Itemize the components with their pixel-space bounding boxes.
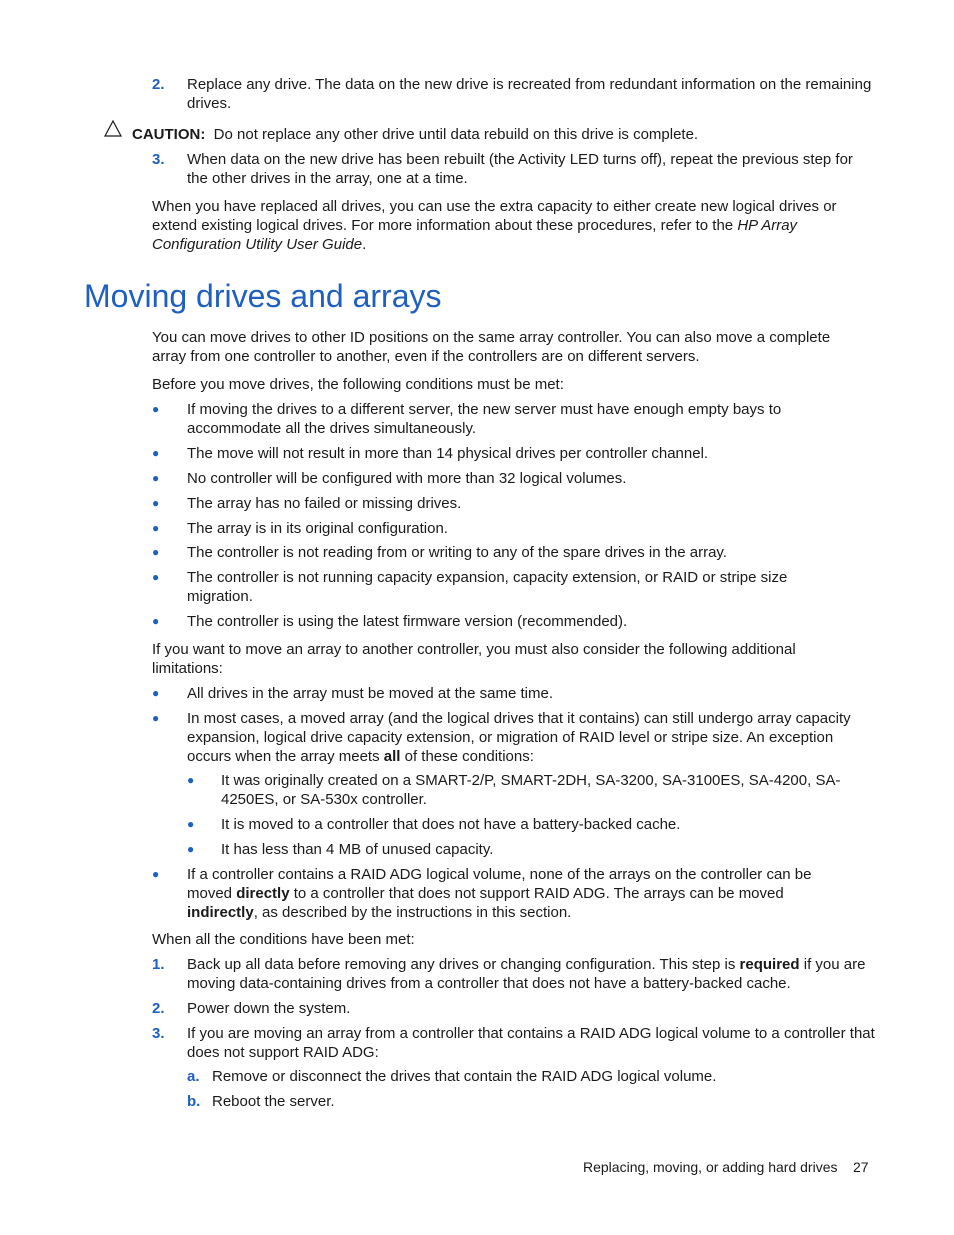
step-emphasis: required (739, 956, 800, 973)
substep-letter: b. (187, 1093, 201, 1110)
condition-item: If moving the drives to a different server, the new server must have enough empty bays to accommodate all the drives simultaneously. (187, 401, 782, 437)
step-number: 2. (152, 1000, 165, 1017)
condition-item: The array is in its original configuration. (187, 520, 448, 537)
limit-emphasis: indirectly (187, 904, 254, 921)
sub-bullet-icon: ● (187, 842, 195, 856)
limit-text-end: of these conditions: (404, 748, 534, 765)
intro-paragraph: You can move drives to other ID positions on the same array controller. You can also move a complete array from one controller to another, even if the controllers are on different servers. (152, 329, 831, 365)
limit-emphasis: directly (236, 885, 290, 902)
sub-condition-item: It was originally created on a SMART-2/P, SMART-2DH, SA-3200, SA-3100ES, SA-4200, SA-4250ES, or SA-530x controller. (221, 772, 841, 808)
substep-letter: a. (187, 1068, 200, 1085)
condition-item: The array has no failed or missing drives. (187, 495, 462, 512)
bullet-icon: ● (152, 471, 160, 485)
guide-title: HP Array Configuration Utility User Guide (152, 217, 798, 253)
step-number: 2. (152, 76, 165, 93)
limit-text-end: , as described by the instructions in this section. (253, 904, 572, 921)
section-heading: Moving drives and arrays (84, 278, 442, 314)
sub-condition-item: It is moved to a controller that does not have a battery-backed cache. (221, 816, 681, 833)
caution-label: CAUTION: (132, 126, 206, 143)
bullet-icon: ● (152, 446, 160, 460)
bullet-icon: ● (152, 496, 160, 510)
page-number: 27 (853, 1159, 869, 1175)
substep-text: Reboot the server. (212, 1093, 335, 1110)
bullet-icon: ● (152, 867, 160, 881)
bullet-icon: ● (152, 402, 160, 416)
caution-triangle-icon (104, 120, 122, 138)
limit-item: All drives in the array must be moved at the same time. (187, 685, 553, 702)
bullet-icon: ● (152, 570, 160, 584)
bullet-icon: ● (152, 711, 160, 725)
conditions-lead: Before you move drives, the following conditions must be met: (152, 376, 564, 393)
step-text-part: if you are moving data-containing drives from a controller that does not have a battery-backed cache. (187, 956, 866, 992)
bullet-icon: ● (152, 686, 160, 700)
steps-lead: When all the conditions have been met: (152, 931, 415, 948)
footer-title: Replacing, moving, or adding hard drives (583, 1159, 838, 1175)
limit-text: If a controller contains a RAID ADG logical volume, none of the arrays on the controller can be moved (187, 866, 812, 902)
step-number: 1. (152, 956, 165, 973)
bullet-icon: ● (152, 614, 160, 628)
step-text: If you are moving an array from a controller that contains a RAID ADG logical volume to a controller that does not support RAID ADG: (187, 1025, 875, 1061)
limit-item (187, 865, 847, 922)
step-text (187, 955, 877, 993)
step-number: 3. (152, 151, 165, 168)
caution-note (132, 125, 852, 144)
condition-item: The controller is not reading from or writing to any of the spare drives in the array. (187, 544, 727, 561)
limit-text: to a controller that does not support RAID ADG. The arrays can be moved (293, 885, 784, 902)
condition-item: The move will not result in more than 14 physical drives per controller channel. (187, 445, 709, 462)
bullet-icon: ● (152, 545, 160, 559)
step-text-part: Back up all data before removing any drives or changing configuration. This step is (187, 956, 736, 973)
condition-item: The controller is not running capacity expansion, capacity extension, or RAID or stripe size migration. (187, 569, 788, 605)
step-number: 3. (152, 1025, 165, 1042)
sub-bullet-icon: ● (187, 817, 195, 831)
substep-text: Remove or disconnect the drives that contain the RAID ADG logical volume. (212, 1068, 717, 1085)
limits-lead: If you want to move an array to another controller, you must also consider the following additional limitations: (152, 641, 796, 677)
step-text: Power down the system. (187, 1000, 351, 1017)
caution-text: Do not replace any other drive until data rebuild on this drive is complete. (213, 126, 699, 143)
step-text: Replace any drive. The data on the new drive is recreated from redundant information on the remaining drives. (187, 76, 872, 112)
limit-text: In most cases, a moved array (and the logical drives that it contains) can still undergo array capacity expansion, logical drive capacity extension, or migration of RAID level or stripe size. An exception occurs when the array meets (187, 710, 851, 765)
bullet-icon: ● (152, 521, 160, 535)
step-text: When data on the new drive has been rebuilt (the Activity LED turns off), repeat the previous step for the other drives in the array, one at a time. (187, 151, 853, 187)
condition-item: The controller is using the latest firmware version (recommended). (187, 613, 628, 630)
sub-condition-item: It has less than 4 MB of unused capacity. (221, 841, 494, 858)
limit-item (187, 709, 877, 766)
paragraph-text: When you have replaced all drives, you can use the extra capacity to either create new logical drives or extend existing logical drives. For more information about these procedures, refer to the (152, 198, 837, 234)
sub-bullet-icon: ● (187, 773, 195, 787)
condition-item: No controller will be configured with more than 32 logical volumes. (187, 470, 627, 487)
paragraph-end: . (362, 236, 367, 253)
limit-emphasis: all (383, 748, 401, 765)
paragraph (152, 197, 872, 254)
